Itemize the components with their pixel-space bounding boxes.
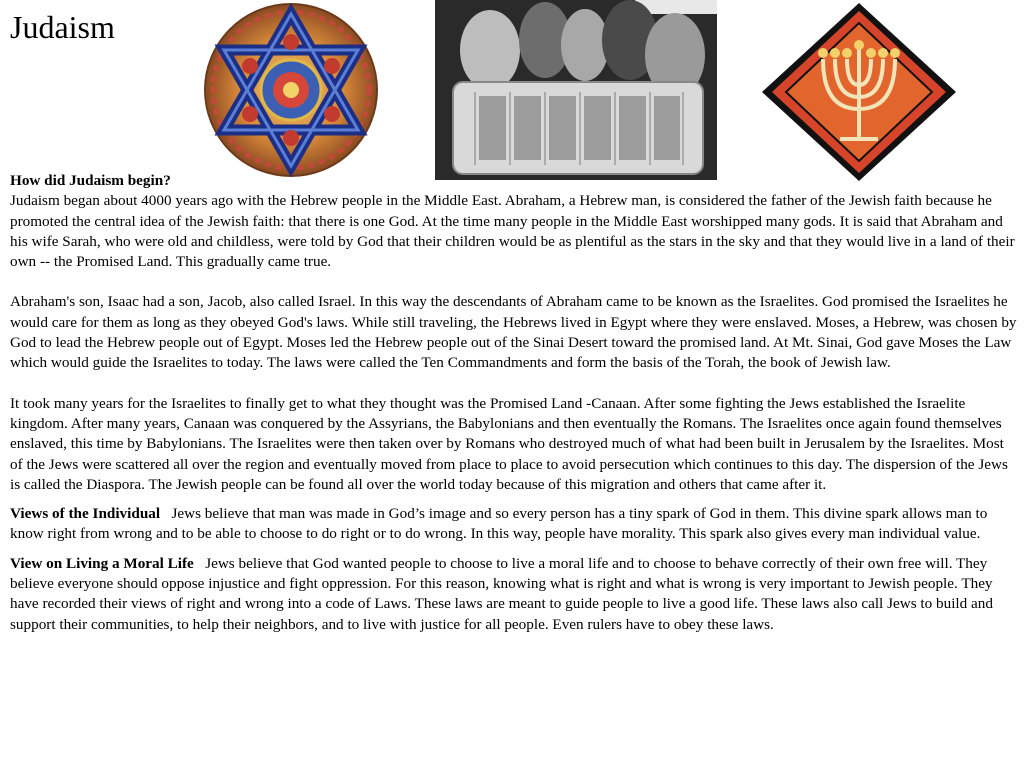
page-title: Judaism: [10, 9, 115, 45]
section-heading-moral-life: View on Living a Moral Life: [10, 554, 194, 572]
section-heading-origins: How did Judaism begin?: [10, 172, 171, 189]
article-body: [10, 171, 1018, 635]
menorah-image: [760, 1, 958, 183]
moral-life-paragraph: Jews believe that God wanted people to choose to live a moral life and to choose to behave correctly of their own free will. They believe everyone should oppose injustice and fight oppression. For this reason, knowing what is right and what is wrong is very important to Jewish people. They have recorded their views of right and wrong into a code of Laws. These laws are meant to guide people to live a good life. These laws also call Jews to build and support their communities, to help their neighbors, and to live with justice for all people. Even rulers have to obey these laws.: [10, 554, 993, 633]
origins-paragraph-3: It took many years for the Israelites to finally get to what they thought was the Promised Land -Canaan. After some fighting the Jews established the Israelite kingdom. After many years, Canaan was conquered by the Assyrians, the Babylonians and then eventually the Romans. The Israelites once again found themselves enslaved, this time by Babylonians. The Israelites were then taken over by Romans who destroyed much of what had been built in Jerusalem by the Israelites. Most of the Jews were scattered all over the region and eventually moved from place to place to avoid persecution which continues to this day. The dispersion of the Jews is called the Diaspora. The Jewish people can be found all over the world today because of this migration and others that came after it.: [10, 394, 1008, 493]
origins-paragraph-2: Abraham's son, Isaac had a son, Jacob, also called Israel. In this way the descendants of Abraham came to be known as the Israelites. God promised the Israelites he would care for them as long as they obeyed God's laws. While still traveling, the Hebrews lived in Egypt where they were enslaved. Moses, a Hebrew, was chosen by God to lead the Hebrew people out of Egypt. Moses led the Hebrew people out of the Sinai Desert toward the promised land. At Mt. Sinai, God gave Moses the Law which would guide the Israelites to today. The laws were called the Ten Commandments and form the basis of the Torah, the book of Jewish law.: [10, 293, 1017, 372]
individual-paragraph: Jews believe that man was made in God’s image and so every person has a tiny spark of God in them. This divine spark allows man to know right from wrong and to be able to choose to do right or to do wrong. In this way, people have morality. This spark also gives every man individual value.: [10, 505, 988, 543]
star-of-david-image: [204, 2, 378, 178]
origins-paragraph-1: Judaism began about 4000 years ago with the Hebrew people in the Middle East. Abraham, a Hebrew man, is considered the father of the Jewish faith because he promoted the central idea of the Jewish faith: that there is one God. At the time many people in the Middle East worshipped many gods. It is said that Abraham and his wife Sarah, who were old and childless, were told by God that their children would be as plentiful as the stars in the sky and that they would live in a land of their own -- the Promised Land. This gradually came true.: [10, 192, 1015, 271]
section-heading-individual: Views of the Individual: [10, 505, 161, 523]
torah-scroll-image: [435, 0, 717, 180]
